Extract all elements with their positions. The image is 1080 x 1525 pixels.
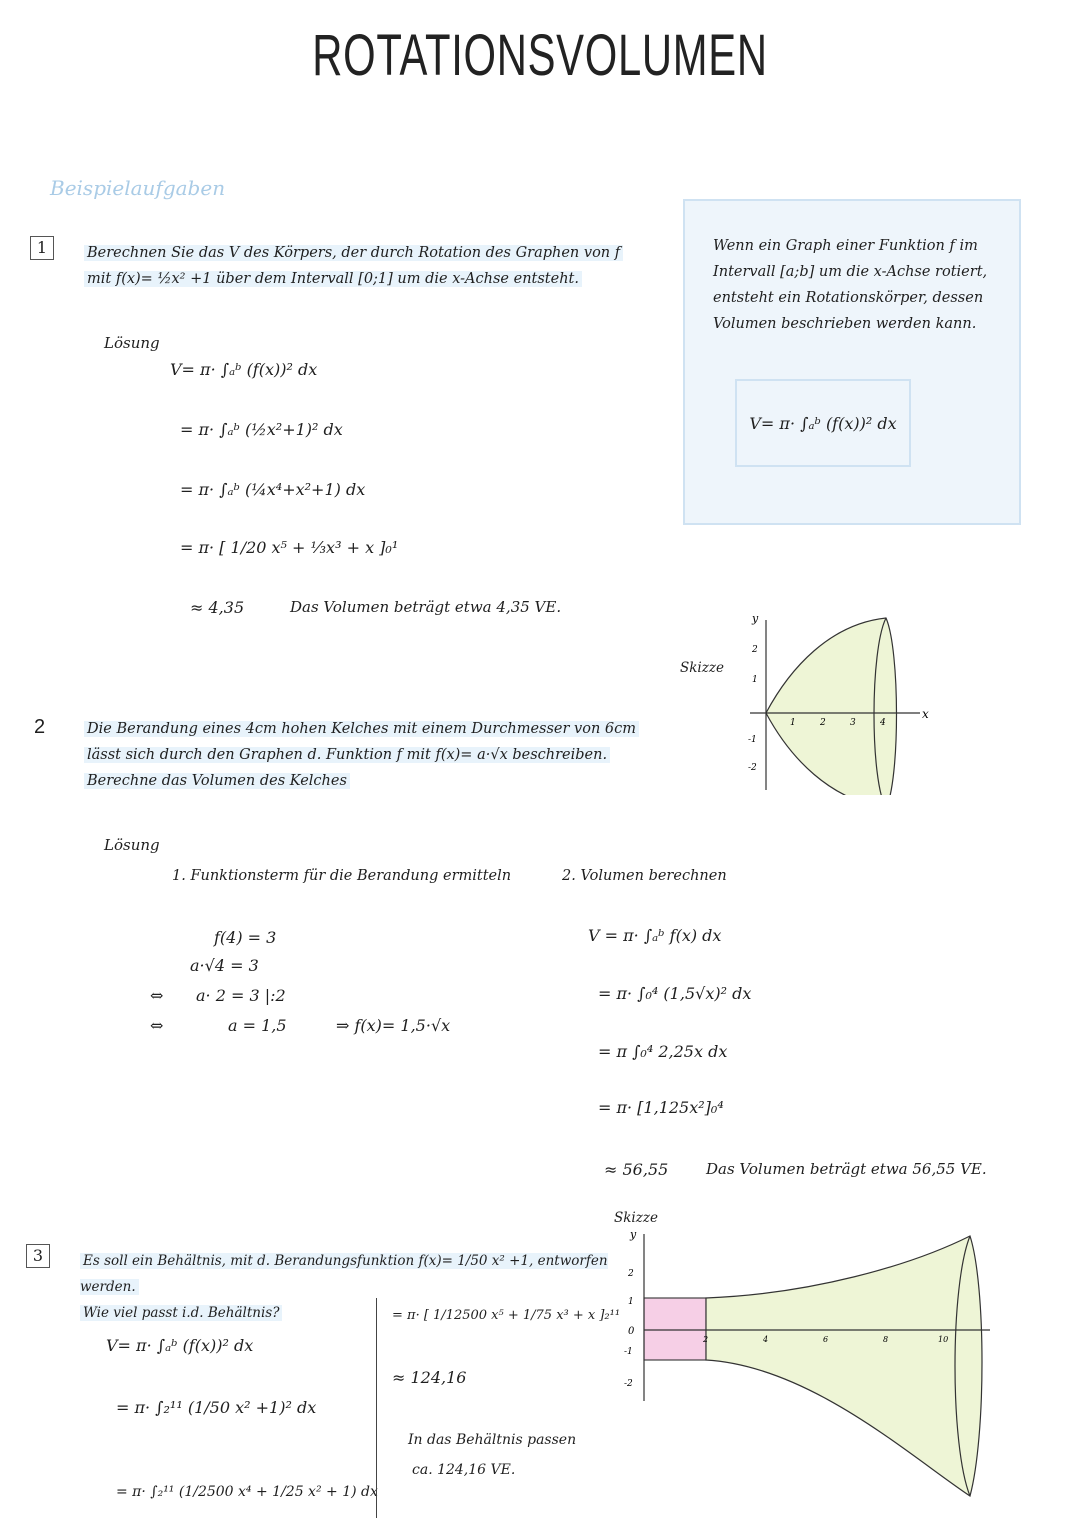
- y-tick-3-2: 2: [628, 1269, 634, 1279]
- y-axis-label-3: y: [630, 1228, 637, 1241]
- x-tick-2: 2: [820, 718, 826, 728]
- task1-solution-label: Lösung: [104, 334, 160, 352]
- task1-answer: Das Volumen beträgt etwa 4,35 VE.: [290, 598, 562, 616]
- volume-formula: V= π· ∫ₐᵇ (f(x))² dx: [735, 379, 911, 467]
- task1-step-3: = π· ∫ₐᵇ (¼x⁴+x²+1) dx: [180, 480, 366, 499]
- task2-line3: Berechne das Volumen des Kelches: [84, 773, 350, 789]
- task1-line1: Berechnen Sie das V des Körpers, der durch Rotation des Graphen von f: [84, 245, 623, 261]
- y-tick-2: 2: [752, 645, 758, 655]
- x-tick-3-2: 2: [703, 1335, 709, 1344]
- sketch3-diagram: [610, 1226, 1000, 1511]
- section-subtitle: Beispielaufgaben: [50, 176, 226, 200]
- y-tick-3-minus-1: -1: [624, 1347, 633, 1357]
- task1-step-4: = π· [ 1/20 x⁵ + ⅓x³ + x ]₀¹: [180, 538, 399, 557]
- task2-part2-heading: 2. Volumen berechnen: [562, 868, 727, 884]
- page-title: ROTATIONSVOLUMEN: [312, 23, 768, 88]
- task-number-1: 1: [30, 236, 54, 260]
- task-number-2: 2: [34, 716, 46, 738]
- task2-part1-step-3: a· 2 = 3 |:2: [196, 986, 286, 1005]
- task2-part2-step-1: V = π· ∫ₐᵇ f(x) dx: [588, 926, 722, 945]
- task3-step-3: = π· ∫₂¹¹ (1/2500 x⁴ + 1/25 x² + 1) dx: [116, 1484, 378, 1500]
- task3-step-1: V= π· ∫ₐᵇ (f(x))² dx: [106, 1336, 254, 1355]
- sketch3-label: Skizze: [614, 1210, 658, 1226]
- task2-result: ≈ 56,55: [604, 1160, 669, 1179]
- task2-part1-step-4: a = 1,5: [228, 1016, 287, 1035]
- x-tick-4: 4: [880, 718, 886, 728]
- info-text: Wenn ein Graph einer Funktion f im Intervall [a;b] um die x-Achse rotiert, entsteht ein Rotationskörper, dessen Volumen beschrieben werden kann.: [713, 238, 988, 332]
- y-tick-1: 1: [752, 675, 758, 685]
- task1-step-2: = π· ∫ₐᵇ (½x²+1)² dx: [180, 420, 343, 439]
- task1-step-1: V= π· ∫ₐᵇ (f(x))² dx: [170, 360, 318, 379]
- y-tick-minus-1: -1: [748, 735, 757, 745]
- task2-part2-step-3: = π ∫₀⁴ 2,25x dx: [598, 1042, 728, 1061]
- rotation-body-3: [706, 1236, 982, 1496]
- task2-solution-label: Lösung: [104, 836, 160, 854]
- task-number-3: 3: [26, 1244, 50, 1268]
- y-tick-3-1: 1: [628, 1297, 634, 1307]
- task3-answer-line1: In das Behältnis passen: [408, 1432, 577, 1448]
- y-tick-3-0: 0: [628, 1326, 635, 1337]
- task3-divider: [376, 1298, 377, 1518]
- task2-part2-step-4: = π· [1,125x²]₀⁴: [598, 1098, 724, 1117]
- task3-answer-line2: ca. 124,16 VE.: [412, 1462, 516, 1478]
- task1-line2: mit f(x)= ½x² +1 über dem Intervall [0;1] um die x-Achse entsteht.: [84, 271, 582, 287]
- task2-line2: lässt sich durch den Graphen d. Funktion f mit f(x)= a·√x beschreiben.: [84, 747, 610, 763]
- x-axis-label: x: [922, 707, 929, 721]
- x-tick-3-4: 4: [763, 1335, 769, 1344]
- task2-part1-heading: 1. Funktionsterm für die Berandung ermitteln: [172, 868, 512, 884]
- info-box: [683, 199, 1021, 525]
- x-tick-3-8: 8: [883, 1335, 889, 1344]
- pink-region: [644, 1298, 709, 1360]
- task3-step-4: = π· [ 1/12500 x⁵ + 1/75 x³ + x ]₂¹¹: [392, 1308, 621, 1323]
- task2-part1-step-1: f(4) = 3: [214, 928, 277, 947]
- task2-equiv-1: ⇔: [150, 986, 164, 1005]
- x-tick-3-10: 10: [938, 1335, 949, 1344]
- task3-line1: Es soll ein Behältnis, mit d. Berandungsfunktion f(x)= 1/50 x² +1, entworfen werden.: [80, 1253, 608, 1295]
- task3-step-2: = π· ∫₂¹¹ (1/50 x² +1)² dx: [116, 1398, 317, 1417]
- task3-result: ≈ 124,16: [392, 1368, 467, 1387]
- y-tick-minus-2: -2: [748, 763, 757, 773]
- x-tick-3: 3: [850, 718, 856, 728]
- task3-line2: Wie viel passt i.d. Behältnis?: [80, 1305, 282, 1321]
- y-tick-3-minus-2: -2: [624, 1379, 633, 1389]
- task2-answer: Das Volumen beträgt etwa 56,55 VE.: [706, 1160, 987, 1178]
- x-tick-3-6: 6: [823, 1335, 829, 1344]
- task1-result: ≈ 4,35: [190, 598, 245, 617]
- task2-function-result: ⇒ f(x)= 1,5·√x: [336, 1016, 451, 1035]
- task2-statement: [84, 716, 684, 794]
- x-tick-1: 1: [790, 718, 796, 728]
- y-axis-label: y: [752, 612, 759, 625]
- task2-line1: Die Berandung eines 4cm hohen Kelches mit einem Durchmesser von 6cm: [84, 721, 639, 737]
- sketch1-label: Skizze: [680, 660, 724, 676]
- task2-part2-step-2: = π· ∫₀⁴ (1,5√x)² dx: [598, 984, 752, 1003]
- task1-statement: [84, 240, 644, 292]
- sketch1-diagram: [730, 610, 950, 795]
- task2-part1-step-2: a·√4 = 3: [190, 956, 259, 975]
- task2-equiv-2: ⇔: [150, 1016, 164, 1035]
